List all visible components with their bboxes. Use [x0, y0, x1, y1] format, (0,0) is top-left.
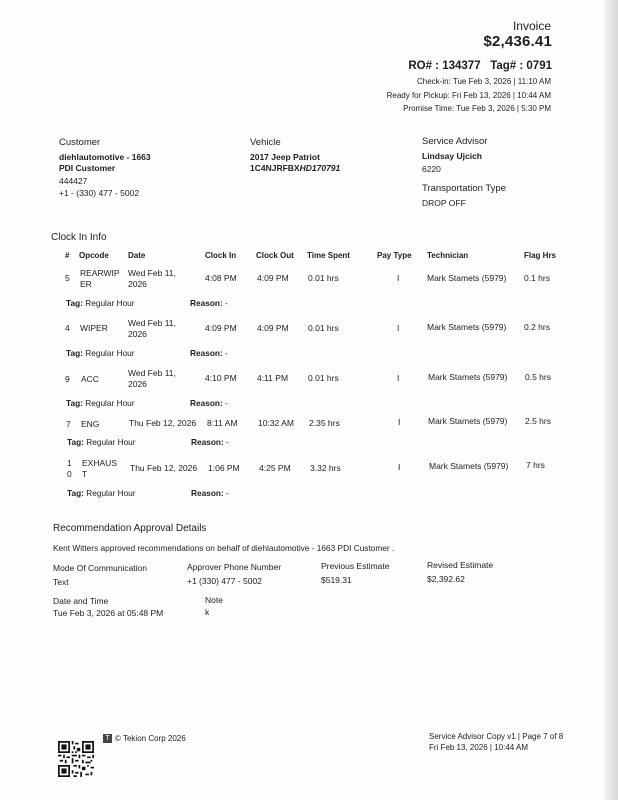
revised-estimate-label: Revised Estimate: [427, 560, 494, 570]
row-time-spent: 2.35 hrs: [309, 418, 340, 428]
date-time-label: Date and Time: [53, 596, 109, 606]
ro-label: RO# :: [408, 60, 440, 72]
row-tag: [66, 348, 135, 358]
footer-copy-info: Service Advisor Copy v1 | Page 7 of 8: [429, 732, 564, 741]
row-num: 5: [65, 273, 70, 283]
reason-label: Reason:: [191, 488, 224, 498]
customer-phone: +1 - (330) 477 - 5002: [59, 188, 140, 198]
col-clock-in: Clock In: [205, 251, 237, 260]
row-time-spent: 0.01 hrs: [308, 273, 339, 283]
date-time-value: Tue Feb 3, 2026 at 05:48 PM: [53, 608, 164, 618]
invoice-total: $2,436.41: [483, 33, 552, 50]
row-pay-type: I: [397, 373, 400, 383]
row-date: Wed Feb 11, 2026: [128, 368, 176, 389]
row-reason: [191, 437, 229, 447]
tag-value: Regular Hour: [86, 437, 136, 447]
row-clock-in: 8:11 AM: [207, 418, 238, 428]
previous-estimate-label: Previous Estimate: [321, 561, 390, 571]
footer-printed-time: Fri Feb 13, 2026 | 10:44 AM: [429, 743, 529, 752]
note-label: Note: [205, 595, 223, 605]
row-opcode: EXHAUS T: [82, 458, 117, 479]
col-flag-hrs: Flag Hrs: [524, 251, 557, 260]
tag-label: Tag:: [66, 398, 83, 408]
row-date: Thu Feb 12, 2026: [130, 463, 198, 473]
row-tag: [66, 398, 135, 408]
qr-code-icon: [58, 741, 94, 777]
row-flag-hrs: 0.5 hrs: [525, 372, 551, 382]
ready-pickup-time: Ready for Pickup: Fri Feb 13, 2026 | 10:44 AM: [386, 91, 551, 100]
row-clock-in: 4:09 PM: [205, 323, 237, 333]
reason-label: Reason:: [190, 348, 223, 358]
row-clock-out: 4:09 PM: [257, 273, 289, 283]
reason-label: Reason:: [190, 298, 223, 308]
col-technician: Technician: [427, 251, 469, 260]
promise-time: Promise Time: Tue Feb 3, 2026 | 5:30 PM: [403, 104, 551, 113]
row-num: 1 0: [67, 458, 72, 479]
row-pay-type: I: [397, 273, 400, 283]
row-flag-hrs: 0.2 hrs: [524, 322, 550, 332]
approver-phone-label: Approver Phone Number: [187, 562, 282, 572]
row-time-spent: 3.32 hrs: [310, 463, 341, 473]
customer-name: diehlautomotive - 1663: [59, 152, 151, 162]
row-opcode: ACC: [81, 374, 99, 384]
col-date: Date: [128, 251, 146, 260]
row-pay-type: I: [397, 323, 400, 333]
advisor-id: 6220: [422, 164, 441, 174]
tag-value: Regular Hour: [85, 398, 135, 408]
col-clock-out: Clock Out: [256, 251, 294, 260]
vin-prefix: 1C4NJRFBX: [250, 163, 300, 173]
row-num: 4: [65, 323, 70, 333]
row-opcode: WIPER: [80, 323, 108, 333]
row-pay-type: I: [398, 462, 401, 472]
tag-number: 0791: [526, 60, 552, 72]
transport-type: DROP OFF: [422, 198, 466, 208]
row-technician: Mark Stamets (5979): [427, 322, 507, 332]
ro-number: 134377: [442, 60, 481, 72]
previous-estimate-value: $519.31: [321, 575, 352, 585]
tekion-logo-icon: T: [103, 734, 112, 743]
advisor-heading: Service Advisor: [422, 136, 488, 147]
row-opcode: ENG: [81, 419, 100, 429]
tag-label: Tag:: [67, 437, 84, 447]
row-reason: [191, 488, 229, 498]
row-date: Wed Feb 11, 2026: [128, 268, 176, 289]
row-flag-hrs: 7 hrs: [526, 460, 545, 470]
row-reason: [190, 398, 228, 408]
row-reason: [190, 298, 228, 308]
recommendation-title: Recommendation Approval Details: [53, 523, 207, 534]
advisor-name: Lindsay Ujcich: [422, 151, 482, 161]
row-flag-hrs: 2.5 hrs: [525, 416, 551, 426]
ro-tag-line: [408, 60, 552, 72]
row-num: 7: [66, 419, 71, 429]
mode-label: Mode Of Communication: [53, 563, 148, 573]
row-technician: Mark Stamets (5979): [427, 273, 507, 283]
invoice-title: Invoice: [512, 19, 551, 33]
row-opcode: REARWIP ER: [80, 268, 120, 289]
row-clock-in: 4:10 PM: [205, 373, 237, 383]
tag-value: Regular Hour: [86, 488, 136, 498]
row-technician: Mark Stamets (5979): [428, 372, 508, 382]
customer-id: 444427: [59, 176, 88, 186]
vehicle-heading: Vehicle: [250, 137, 281, 148]
checkin-time: Check-in: Tue Feb 3, 2026 | 11:10 AM: [416, 77, 551, 86]
reason-label: Reason:: [191, 437, 224, 447]
row-clock-in: 4:08 PM: [205, 273, 237, 283]
tag-label: Tag:: [67, 488, 84, 498]
clockin-title: Clock In Info: [51, 232, 107, 243]
tag-label: Tag# :: [490, 60, 524, 72]
row-flag-hrs: 0.1 hrs: [524, 273, 550, 283]
col-opcode: Opcode: [79, 251, 109, 260]
row-date: Thu Feb 12, 2026: [129, 418, 197, 428]
vehicle-vin: [250, 163, 340, 173]
row-clock-out: 4:09 PM: [257, 323, 289, 333]
copyright-text: © Tekion Corp 2026: [115, 734, 186, 743]
tag-value: Regular Hour: [85, 298, 135, 308]
scan-page-edge: [604, 0, 618, 800]
tag-label: Tag:: [66, 298, 83, 308]
vin-suffix: HD170791: [299, 163, 341, 173]
row-tag: [66, 298, 135, 308]
col-num: #: [65, 251, 70, 260]
revised-estimate-value: $2,392.62: [427, 574, 465, 584]
row-time-spent: 0.01 hrs: [308, 373, 339, 383]
row-num: 9: [65, 374, 70, 384]
customer-type: PDI Customer: [59, 163, 116, 173]
reason-label: Reason:: [190, 398, 223, 408]
customer-heading: Customer: [59, 137, 101, 148]
row-time-spent: 0.01 hrs: [308, 323, 339, 333]
reason-value: -: [225, 348, 228, 358]
recommendation-statement: Kent Witters approved recommendations on behalf of diehlautomotive - 1663 PDI Customer .: [53, 543, 395, 553]
transport-heading: Transportation Type: [422, 183, 506, 194]
row-pay-type: I: [398, 417, 401, 427]
col-pay-type: Pay Type: [377, 251, 412, 260]
row-tag: [67, 488, 136, 498]
row-clock-out: 10:32 AM: [258, 418, 294, 428]
row-clock-out: 4:25 PM: [259, 463, 291, 473]
reason-value: -: [226, 437, 229, 447]
tag-label: Tag:: [66, 348, 83, 358]
reason-value: -: [225, 298, 228, 308]
row-clock-in: 1:06 PM: [208, 463, 240, 473]
row-date: Wed Feb 11, 2026: [128, 318, 176, 339]
footer-copyright: [103, 734, 186, 743]
row-technician: Mark Stamets (5979): [428, 416, 508, 426]
row-clock-out: 4:11 PM: [257, 373, 289, 383]
mode-value: Text: [53, 577, 69, 587]
vehicle-model: 2017 Jeep Patriot: [250, 152, 320, 162]
note-value: k: [205, 607, 210, 617]
tag-value: Regular Hour: [85, 348, 135, 358]
row-reason: [190, 348, 228, 358]
row-technician: Mark Stamets (5979): [429, 461, 509, 471]
row-tag: [67, 437, 136, 447]
col-time-spent: Time Spent: [307, 251, 350, 260]
reason-value: -: [225, 398, 228, 408]
approver-phone-value: +1 (330) 477 - 5002: [187, 576, 262, 586]
reason-value: -: [226, 488, 229, 498]
